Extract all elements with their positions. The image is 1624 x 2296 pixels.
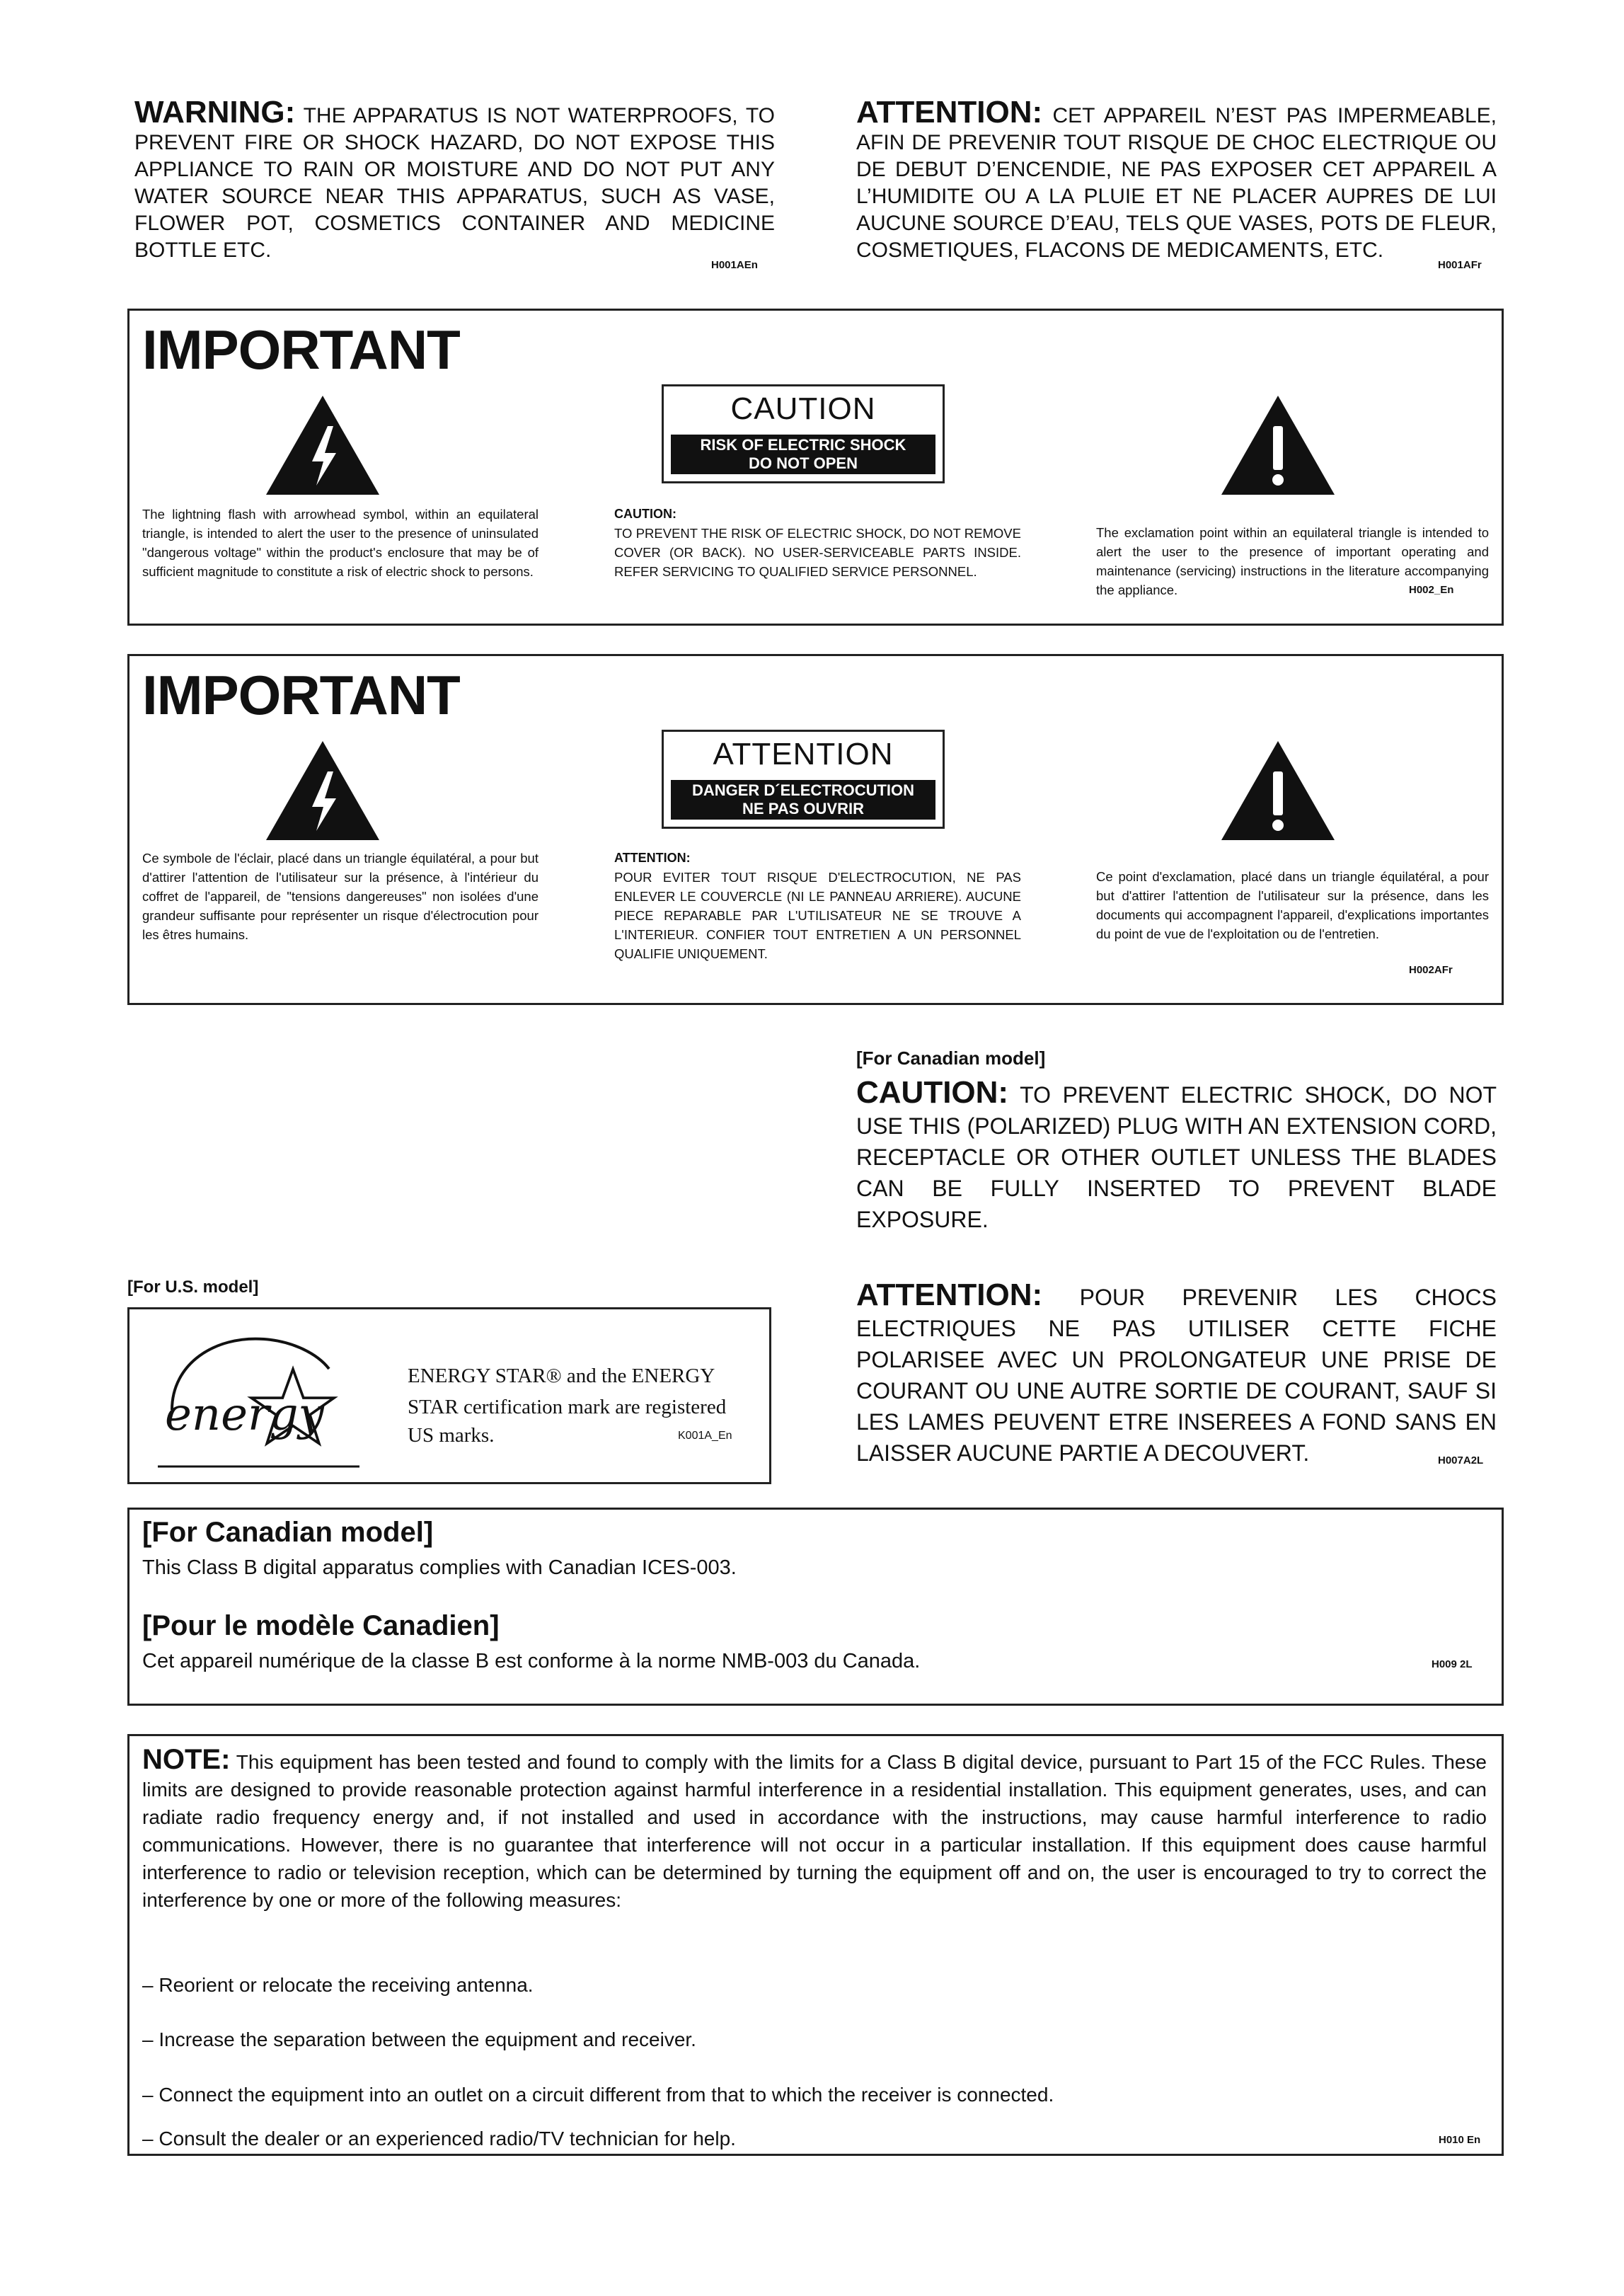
energy-star-line1: ENERGY STAR® and the ENERGY (408, 1365, 715, 1387)
canadian-caution-lead: CAUTION: (856, 1075, 1009, 1110)
important-code-en: H002_En (1409, 584, 1454, 596)
important-box-en (127, 309, 1504, 626)
energy-star-logo-icon (144, 1325, 370, 1474)
ices-box (127, 1508, 1504, 1706)
warning-fr-code: H001AFr (1438, 259, 1482, 271)
ices-code: H009 2L (1432, 1658, 1473, 1670)
attention-text-fr: POUR EVITER TOUT RISQUE D'ELECTROCUTION, NE PAS ENLEVER LE COUVERCLE (NI LE PANNEAU ARRIERE). AUCUNE PIECE REPARABLE PAR L'UTILISATEUR NE SE TROUVE A L'INTERIEUR. CONFIER TOUT ENTRETIEN A UN PERSONNEL QUALIFIE UNIQUEMENT. (614, 870, 1021, 961)
lightning-description-fr: Ce symbole de l'éclair, placé dans un triangle équilatéral, a pour but d'attirer l'attention de l'utilisateur sur la présence, à l'intérieur du coffret de l'appareil, de "tensions dangereuses" non isolées d'une grandeur suffisante pour représenter un risque d'électrocution pour les êtres humains. (142, 851, 539, 942)
important-title-en: IMPORTANT (142, 318, 460, 381)
fcc-note (142, 1746, 1487, 1914)
attention-head-fr: ATTENTION: (614, 851, 691, 865)
canadian-caution-text: TO PREVENT ELECTRIC SHOCK, DO NOT USE THIS (POLARIZED) PLUG WITH AN EXTENSION CORD, RECEPTACLE OR OTHER OUTLET UNLESS THE BLADES CAN BE FULLY INSERTED TO PREVENT BLADE EXPOSURE. (856, 1082, 1497, 1232)
caution-label-title: CAUTION (730, 391, 876, 426)
warning-fr-lead: ATTENTION: (856, 95, 1043, 130)
ices-text-fr: Cet appareil numérique de la classe B est conforme à la norme NMB-003 du Canada. (142, 1650, 921, 1672)
attention-label-band (671, 780, 935, 820)
ices-heading-fr: [Pour le modèle Canadien] (142, 1610, 500, 1641)
important-box-fr (127, 654, 1504, 1005)
fcc-note-lead: NOTE: (142, 1744, 231, 1775)
energy-star-box (127, 1307, 771, 1484)
ices-text-en: This Class B digital apparatus complies with Canadian ICES-003. (142, 1556, 737, 1579)
warning-fr (856, 95, 1497, 264)
warning-en-lead: WARNING: (134, 95, 296, 130)
energy-star-line3: US marks. (408, 1424, 495, 1447)
caution-label-band (671, 435, 935, 474)
caution-description-en (614, 505, 1021, 581)
fcc-code: H010 En (1439, 2134, 1481, 2146)
canadian-plug-attention (856, 1280, 1497, 1469)
attention-band-line1: DANGER D´ELECTROCUTION (691, 781, 915, 799)
canadian-plug-code: H007A2L (1438, 1454, 1484, 1466)
warning-fr-text: CET APPAREIL N’EST PAS IMPERMEABLE, AFIN DE PREVENIR TOUT RISQUE DE CHOC ELECTRIQUE OU DE DEBUT D’ENCENDIE, NE PAS EXPOSER CET APPAREIL A L’HUMIDITE OU A LA PLUIE ET NE PLACER AUPRES DE LUI AUCUNE SOURCE D’EAU, TELS QUE VASES, POTS DE FLEUR, COSMETIQUES, FLACONS DE MEDICAMENTS, ETC. (856, 104, 1497, 262)
attention-band-line2: NE PAS OUVRIR (742, 800, 864, 817)
exclamation-warning-icon (1218, 737, 1338, 844)
energy-star-line2: STAR certification mark are registered (408, 1396, 727, 1418)
warning-en (134, 95, 775, 264)
caution-label-en (662, 384, 945, 483)
caution-band-line1: RISK OF ELECTRIC SHOCK (700, 436, 906, 454)
fcc-measure-4: – Consult the dealer or an experienced radio/TV technician for help. (142, 2128, 736, 2149)
important-title-fr: IMPORTANT (142, 664, 460, 726)
important-code-fr: H002AFr (1409, 964, 1453, 976)
attention-label-fr (662, 730, 945, 829)
lightning-description-en: The lightning flash with arrowhead symbol, within an equilateral triangle, is intended to alert the user to the presence of uninsulated "dangerous voltage" within the product's enclosure that may be of sufficient magnitude to constitute a risk of electric shock to persons. (142, 507, 539, 579)
warning-en-text: THE APPARATUS IS NOT WATERPROOFS, TO PREVENT FIRE OR SHOCK HAZARD, DO NOT EXPOSE THIS APPLIANCE TO RAIN OR MOISTURE AND DO NOT PUT ANY WATER SOURCE NEAR THIS APPARATUS, SUCH AS VASE, FLOWER POT, COSMETICS CONTAINER AND MEDICINE BOTTLE ETC. (134, 104, 775, 262)
energy-star-code: K001A_En (678, 1430, 732, 1442)
fcc-box (127, 1734, 1504, 2156)
attention-label-title: ATTENTION (713, 737, 894, 771)
exclamation-warning-icon (1218, 392, 1338, 498)
fcc-measure-2: – Increase the separation between the equipment and receiver. (142, 2028, 696, 2050)
caution-head-en: CAUTION: (614, 507, 676, 521)
fcc-measure-3: – Connect the equipment into an outlet on a circuit different from that to which the receiver is connected. (142, 2084, 1054, 2106)
warning-en-code: H001AEn (711, 259, 758, 271)
caution-band-line2: DO NOT OPEN (748, 454, 858, 472)
fcc-measure-1: – Reorient or relocate the receiving antenna. (142, 1974, 534, 1996)
exclamation-description-fr: Ce point d'exclamation, placé dans un triangle équilatéral, a pour but d'attirer l'attention de l'utilisateur sur la présence, dans les documents qui accompagnent l'appareil, d'explications importantes du point de vue de l'exploitation ou de l'entretien. (1096, 869, 1489, 941)
canadian-plug-heading: [For Canadian model] (856, 1047, 1046, 1069)
energy-star-heading: [For U.S. model] (127, 1278, 259, 1297)
canadian-plug-caution (856, 1077, 1497, 1235)
lightning-warning-icon (263, 392, 383, 498)
exclamation-description-en: The exclamation point within an equilateral triangle is intended to alert the user to the presence of important operating and maintenance (servicing) instructions in the literature accompanying the appliance. (1096, 525, 1489, 597)
ices-heading-en: [For Canadian model] (142, 1517, 434, 1548)
caution-text-en: TO PREVENT THE RISK OF ELECTRIC SHOCK, DO NOT REMOVE COVER (OR BACK). NO USER-SERVICEABLE PARTS INSIDE. REFER SERVICING TO QUALIFIED SERVICE PERSONNEL. (614, 526, 1021, 579)
fcc-note-text: This equipment has been tested and found to comply with the limits for a Class B digital device, pursuant to Part 15 of the FCC Rules. These limits are designed to provide reasonable protection against harmful interference in a residential installation. This equipment generates, uses, and can radiate radio frequency energy and, if not installed and used in accordance with the instructions, may cause harmful interference to radio communications. However, there is no guarantee that interference will not occur in a particular installation. If this equipment does cause harmful interference to radio or television reception, which can be determined by turning the equipment off and on, the user is encouraged to try to correct the interference by one or more of the following measures: (142, 1751, 1487, 1911)
canadian-attention-text: POUR PREVENIR LES CHOCS ELECTRIQUES NE PAS UTILISER CETTE FICHE POLARISEE AVEC UN PROLONGATEUR UNE PRISE DE COURANT OU UNE AUTRE SORTIE DE COURANT, SAUF SI LES LAMES PEUVENT ETRE INSEREES A FOND SANS EN LAISSER AUCUNE PARTIE A DECOUVERT. (856, 1285, 1497, 1466)
energy-logo-word: energy (165, 1389, 324, 1441)
canadian-attention-lead: ATTENTION: (856, 1278, 1043, 1312)
attention-description-fr (614, 849, 1021, 963)
lightning-warning-icon (263, 737, 383, 844)
